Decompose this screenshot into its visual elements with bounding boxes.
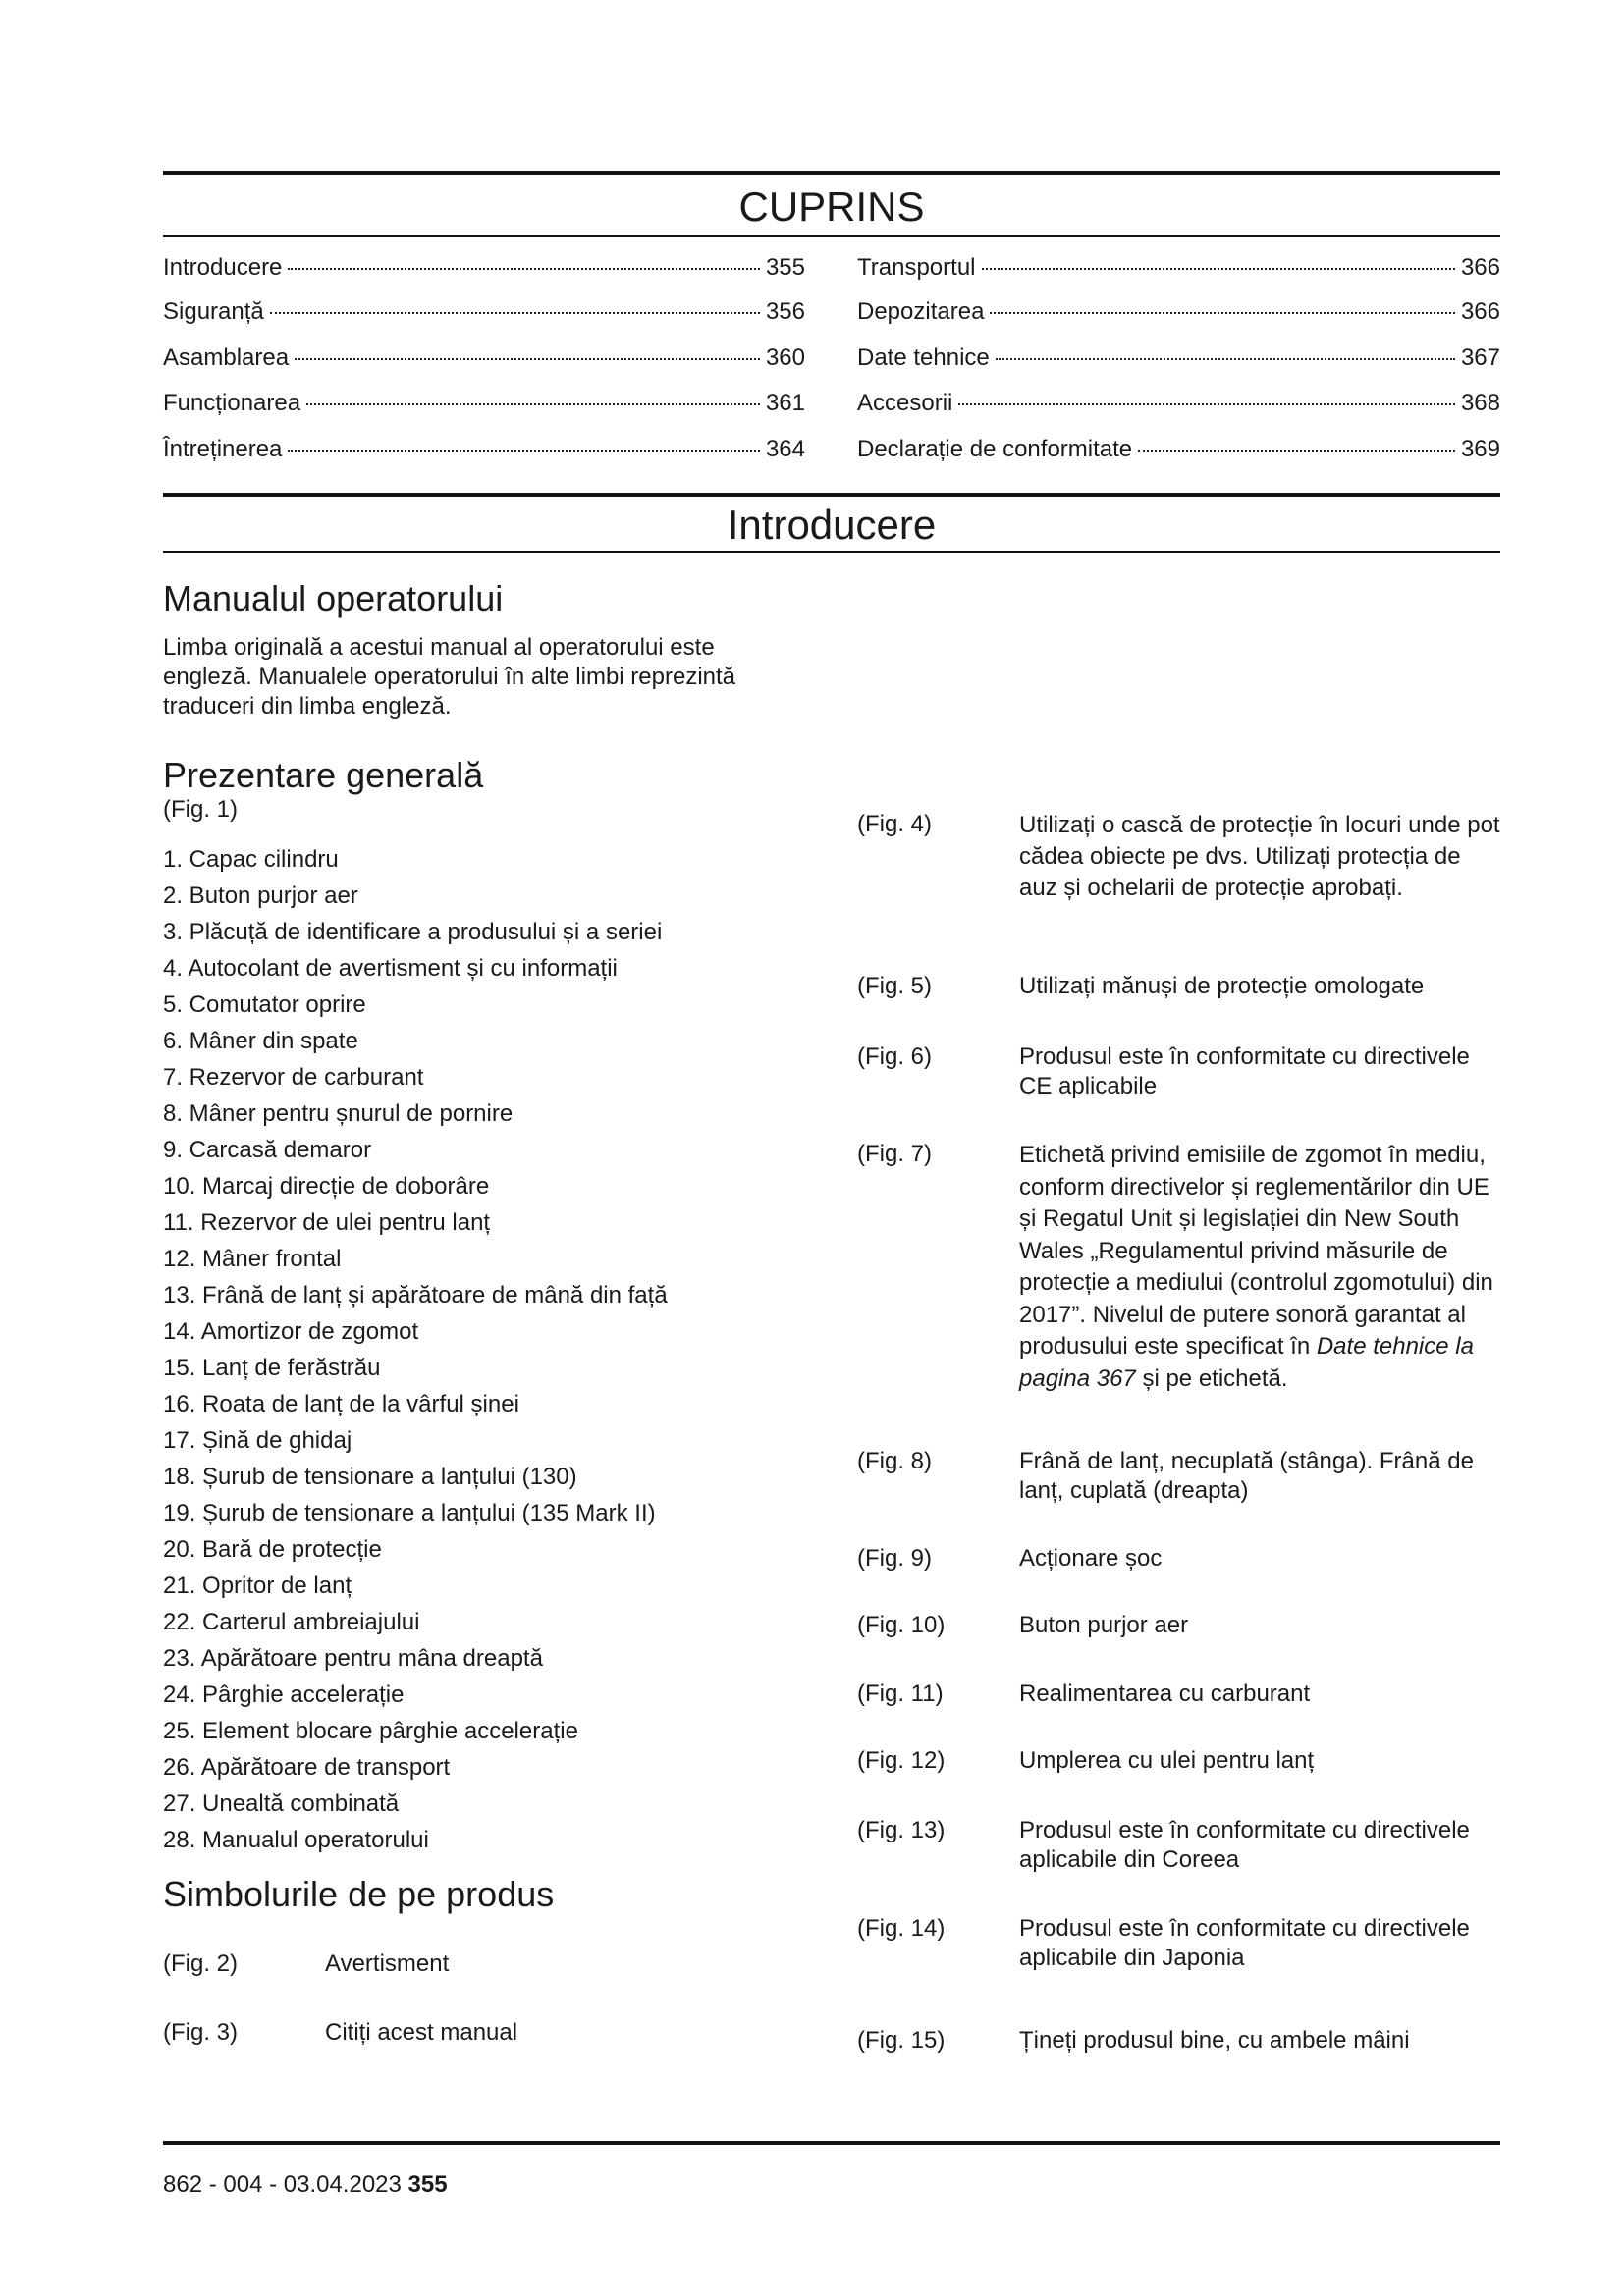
symbol-fig-ref: (Fig. 5) <box>857 973 933 999</box>
toc-entry-page: 368 <box>1460 390 1500 416</box>
intro-title-rule <box>163 551 1500 553</box>
toc-entry-page: 366 <box>1460 254 1500 281</box>
list-item: 7. Rezervor de carburant <box>163 1064 424 1091</box>
list-item: 26. Apărătoare de transport <box>163 1754 451 1781</box>
list-item: 20. Bară de protecție <box>163 1536 382 1563</box>
footer-rule <box>163 2141 1500 2145</box>
overview-fig-ref: (Fig. 1) <box>163 796 239 823</box>
toc-top-rule <box>163 171 1500 175</box>
list-item: 21. Opritor de lanț <box>163 1573 352 1599</box>
toc-entry-page: 355 <box>765 254 805 281</box>
symbol-fig-ref: (Fig. 3) <box>163 2019 239 2046</box>
list-item: 6. Mâner din spate <box>163 1028 358 1054</box>
list-item: 19. Șurub de tensionare a lanțului (135 Mark II) <box>163 1500 656 1526</box>
symbol-fig-ref: (Fig. 6) <box>857 1043 933 1070</box>
symbol-fig-ref: (Fig. 12) <box>857 1747 946 1774</box>
list-item: 13. Frână de lanț și apărătoare de mână din față <box>163 1282 668 1308</box>
list-item: 8. Mâner pentru șnurul de pornire <box>163 1100 514 1127</box>
list-item: 12. Mâner frontal <box>163 1246 342 1272</box>
symbol-description: Produsul este în conformitate cu directivele aplicabile din Coreea <box>1019 1817 1470 1873</box>
symbol-fig-ref: (Fig. 9) <box>857 1545 933 1572</box>
toc-entry-label: Date tehnice <box>857 345 990 371</box>
list-item: 27. Unealtă combinată <box>163 1790 400 1817</box>
toc-leader <box>288 450 760 452</box>
symbol-description: Utilizați o cască de protecție în locuri unde pot cădea obiecte pe dvs. Utilizați protecția de auz și ochelarii de protecție aprobați. <box>1019 812 1500 901</box>
symbol-description: Țineți produsul bine, cu ambele mâini <box>1019 2027 1410 2054</box>
toc-entry[interactable] <box>163 344 805 373</box>
toc-entry[interactable] <box>163 253 805 283</box>
toc-entry[interactable] <box>163 435 805 464</box>
symbol-description: Acționare șoc <box>1019 1545 1163 1572</box>
symbol-description: Produsul este în conformitate cu directivele CE aplicabile <box>1019 1043 1470 1099</box>
toc-entry[interactable] <box>857 253 1500 283</box>
symbol-fig-ref: (Fig. 8) <box>857 1448 933 1474</box>
symbol-description: Umplerea cu ulei pentru lanț <box>1019 1747 1315 1774</box>
toc-entry-label: Accesorii <box>857 390 953 416</box>
symbol-description: Utilizați mănuși de protecție omologate <box>1019 973 1425 999</box>
list-item: 22. Carterul ambreiajului <box>163 1609 420 1635</box>
toc-leader <box>306 403 760 405</box>
toc-entry-page: 364 <box>765 436 805 462</box>
list-item: 1. Capac cilindru <box>163 846 339 873</box>
toc-entry[interactable] <box>857 435 1500 464</box>
list-item: 5. Comutator oprire <box>163 991 366 1018</box>
manual-text: Limba originală a acestui manual al operatorului este engleză. Manualele operatorului în alte limbi reprezintă traduceri din limba engleză. <box>163 634 736 720</box>
parts-list <box>163 841 811 1858</box>
list-item: 2. Buton purjor aer <box>163 882 358 909</box>
toc-title-rule <box>163 235 1500 237</box>
toc-entry-page: 369 <box>1460 436 1500 462</box>
list-item: 4. Autocolant de avertisment și cu informații <box>163 955 618 982</box>
list-item: 9. Carcasă demaror <box>163 1137 372 1163</box>
toc-entry-label: Asamblarea <box>163 345 290 371</box>
toc-title: CUPRINS <box>738 184 925 230</box>
toc-entry-label: Întreținerea <box>163 436 283 462</box>
symbol-fig-ref: (Fig. 2) <box>163 1950 239 1977</box>
symbol-description: Realimentarea cu carburant <box>1019 1681 1311 1707</box>
list-item: 23. Apărătoare pentru mâna dreaptă <box>163 1645 543 1672</box>
symbol-description-tail: și pe etichetă. <box>1135 1364 1288 1392</box>
manual-heading: Manualul operatorului <box>163 578 504 618</box>
page-footer <box>163 2170 448 2200</box>
symbol-fig-ref: (Fig. 11) <box>857 1681 944 1707</box>
symbol-fig-ref: (Fig. 14) <box>857 1915 946 1942</box>
toc-leader <box>990 312 1455 314</box>
symbol-description: Buton purjor aer <box>1019 1612 1189 1638</box>
symbol-description <box>1019 1140 1500 1395</box>
symbol-fig-ref: (Fig. 10) <box>857 1612 946 1638</box>
toc-entry-page: 360 <box>765 345 805 371</box>
overview-heading: Prezentare generală <box>163 755 484 795</box>
toc-entry-label: Funcționarea <box>163 390 301 416</box>
toc-leader <box>295 358 760 360</box>
toc-leader <box>270 312 760 314</box>
toc-entry-page: 361 <box>765 390 805 416</box>
list-item: 28. Manualul operatorului <box>163 1827 429 1853</box>
symbol-description: Citiți acest manual <box>325 2019 518 2046</box>
toc-entry[interactable] <box>857 344 1500 373</box>
symbol-description-text: Etichetă privind emisiile de zgomot în mediu, conform directivelor și reglementărilor din UE și Regatul Unit și legislației din New South Wales „Regulamentul privind măsurile de protecție a mediului (controlul zgomotului) din 2017”. Nivelul de putere sonoră garantat al produsului este specificat în <box>1019 1142 1493 1360</box>
list-item: 17. Șină de ghidaj <box>163 1427 352 1454</box>
document-code: 862 - 004 - 03.04.2023 <box>163 2171 402 2198</box>
intro-top-rule <box>163 493 1500 497</box>
toc-entry[interactable] <box>857 389 1500 418</box>
list-item: 16. Roata de lanț de la vârful șinei <box>163 1391 519 1417</box>
toc-leader <box>1138 450 1455 452</box>
list-item: 25. Element blocare pârghie accelerație <box>163 1718 578 1744</box>
symbol-fig-ref: (Fig. 13) <box>857 1817 946 1843</box>
toc-entry[interactable] <box>163 389 805 418</box>
page-number: 355 <box>407 2171 448 2198</box>
toc-leader <box>996 358 1455 360</box>
symbol-description: Produsul este în conformitate cu directivele aplicabile din Japonia <box>1019 1915 1470 1971</box>
toc-entry[interactable] <box>163 297 805 327</box>
symbol-description: Frână de lanț, necuplată (stânga). Frână de lanț, cuplată (dreapta) <box>1019 1448 1474 1504</box>
toc-entry-label: Depozitarea <box>857 298 985 325</box>
list-item: 10. Marcaj direcție de doborâre <box>163 1173 490 1200</box>
symbol-description: Avertisment <box>325 1950 450 1977</box>
symbols-heading: Simbolurile de pe produs <box>163 1874 555 1914</box>
intro-title: Introducere <box>727 502 937 548</box>
toc-entry-label: Declarație de conformitate <box>857 436 1133 462</box>
symbol-fig-ref: (Fig. 7) <box>857 1141 933 1167</box>
toc-entry-page: 366 <box>1460 298 1500 325</box>
toc-entry-page: 367 <box>1460 345 1500 371</box>
toc-entry-label: Transportul <box>857 254 976 281</box>
list-item: 14. Amortizor de zgomot <box>163 1318 419 1345</box>
list-item: 15. Lanț de ferăstrău <box>163 1355 381 1381</box>
list-item: 11. Rezervor de ulei pentru lanț <box>163 1209 491 1236</box>
toc-entry-page: 356 <box>765 298 805 325</box>
toc-leader <box>982 268 1455 270</box>
toc-entry-label: Siguranță <box>163 298 264 325</box>
toc-entry[interactable] <box>857 297 1500 327</box>
toc-entry-label: Introducere <box>163 254 283 281</box>
page-reference-link[interactable]: Date tehnice la pagina 367 <box>1019 1333 1474 1392</box>
toc-leader <box>288 268 760 270</box>
list-item: 3. Plăcuță de identificare a produsului și a seriei <box>163 919 663 945</box>
list-item: 24. Pârghie accelerație <box>163 1682 405 1708</box>
list-item: 18. Șurub de tensionare a lanțului (130) <box>163 1464 577 1490</box>
toc-leader <box>958 403 1455 405</box>
symbol-fig-ref: (Fig. 4) <box>857 811 933 837</box>
symbol-fig-ref: (Fig. 15) <box>857 2027 946 2054</box>
